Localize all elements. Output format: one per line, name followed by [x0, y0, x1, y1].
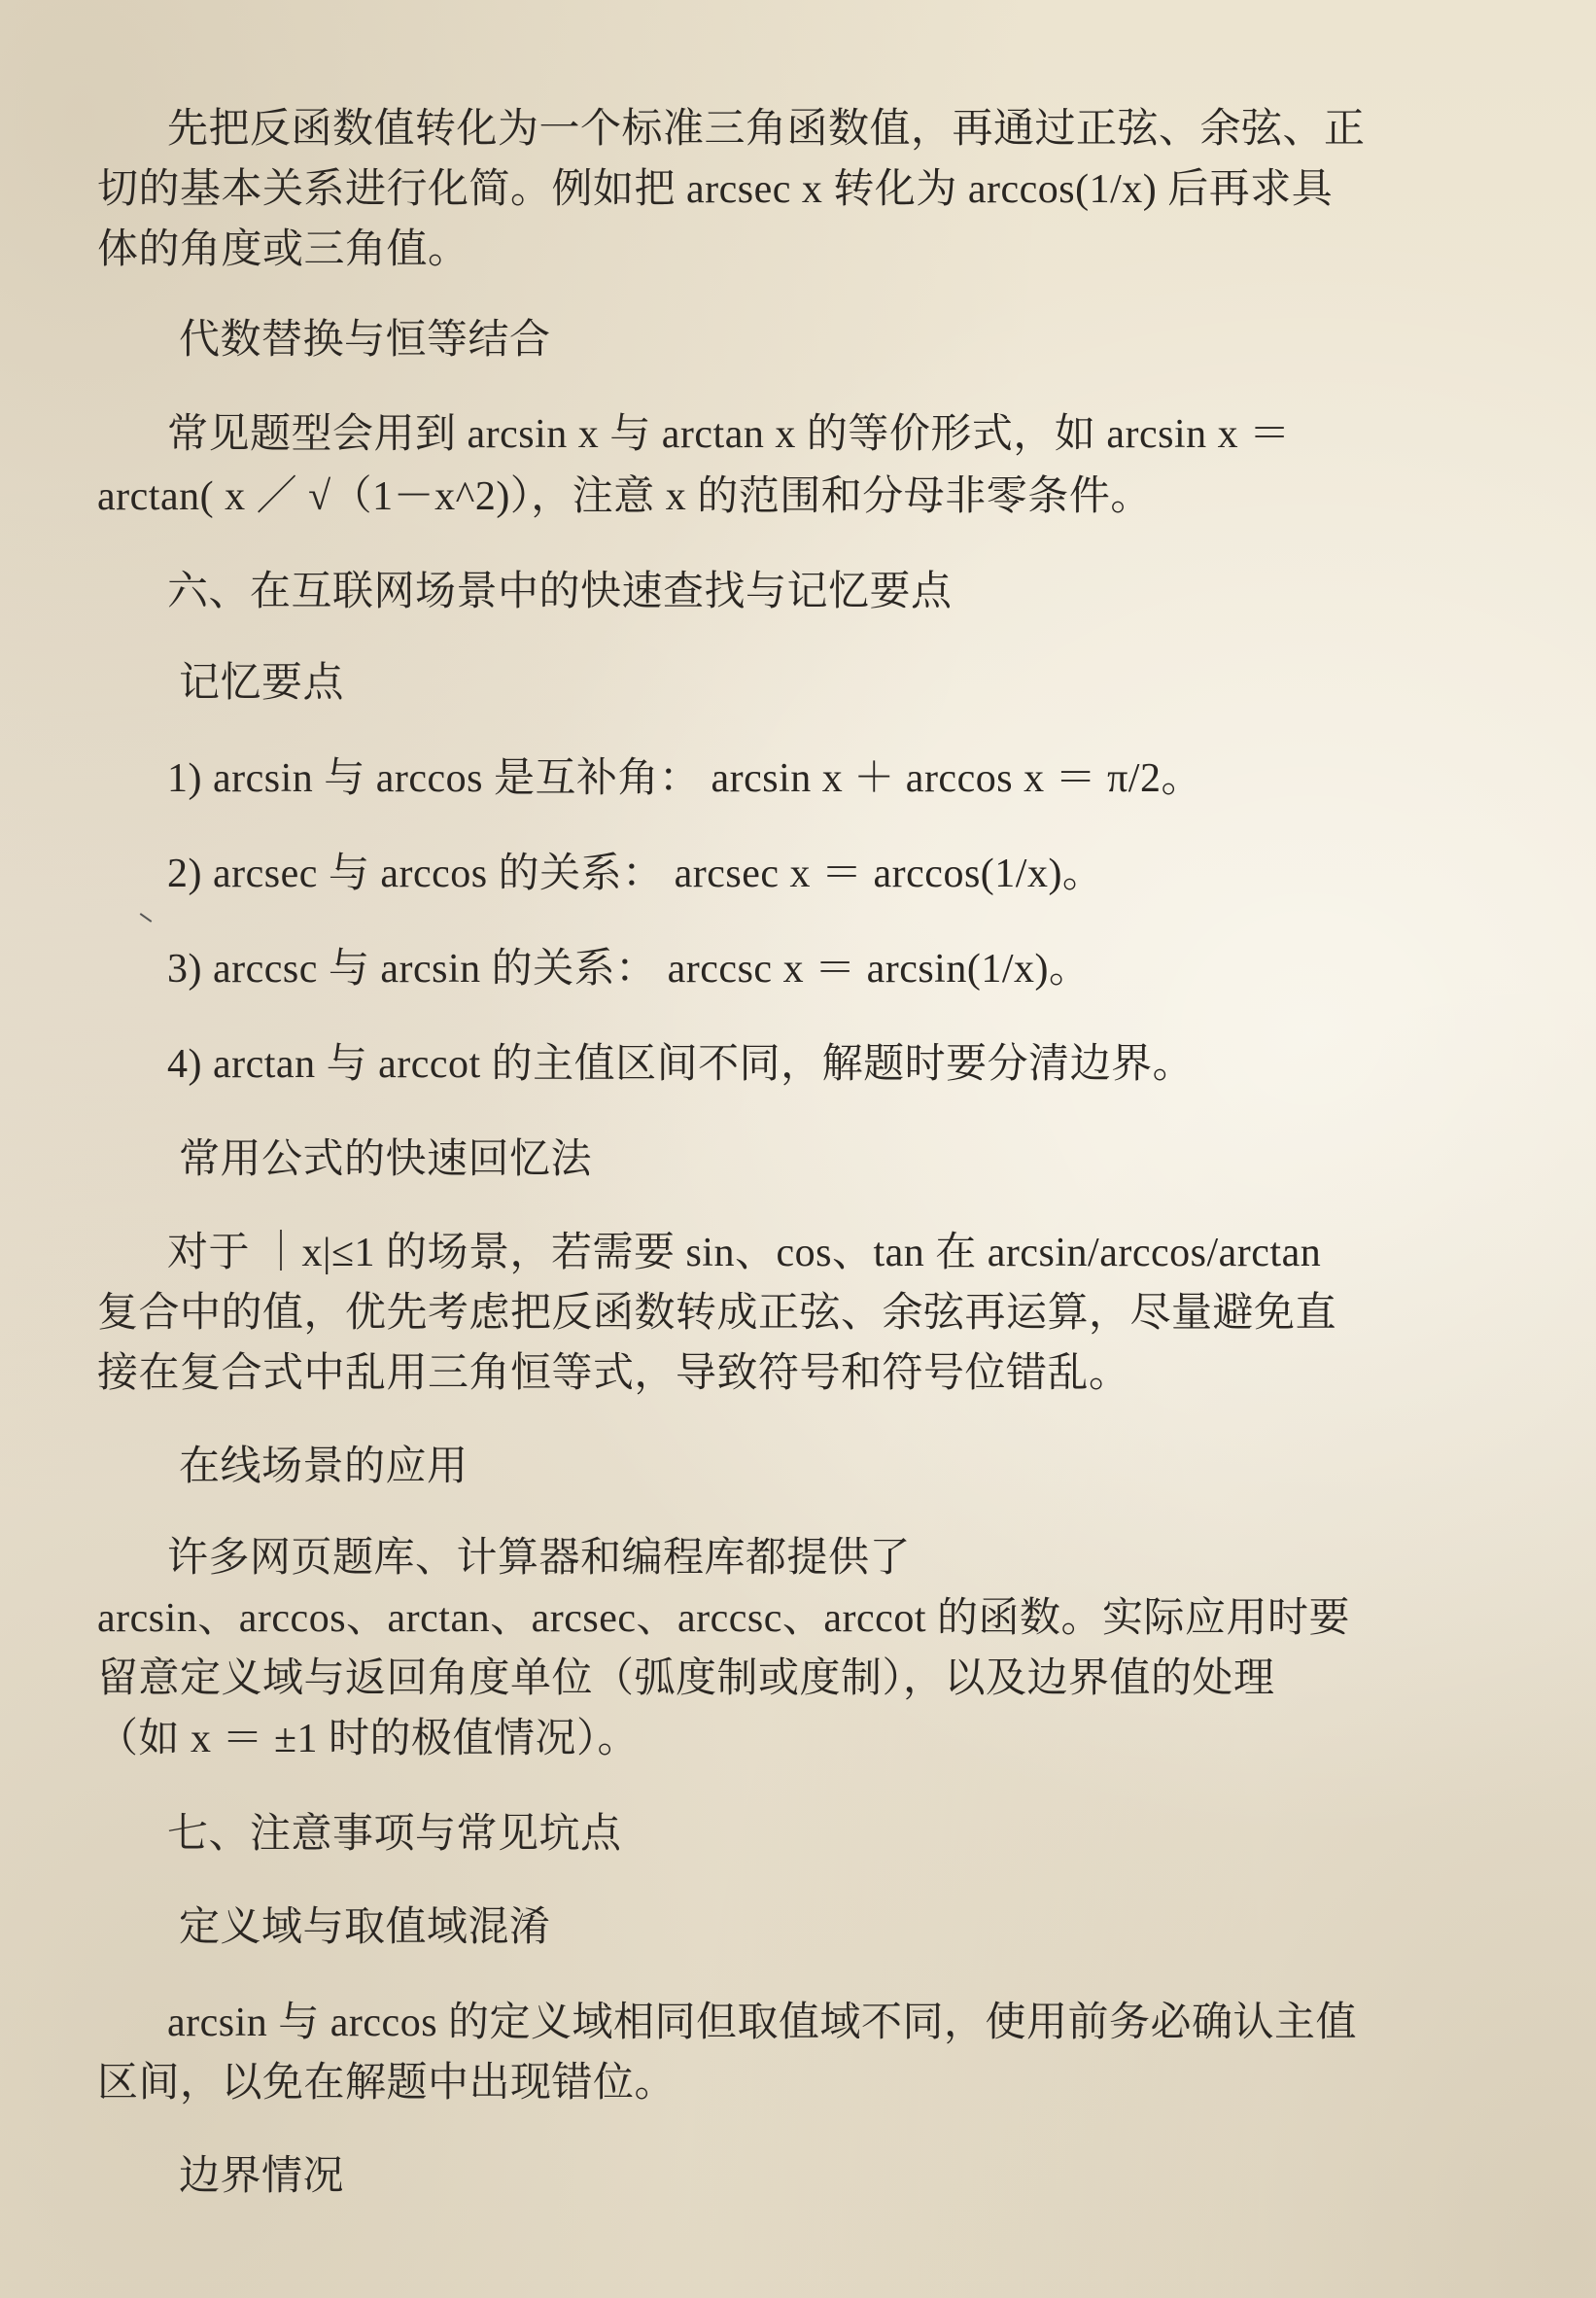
memory-item-1: 1) arcsin 与 arccos 是互补角： arcsin x ＋ arccos x ＝ π/2。	[167, 756, 1202, 801]
paragraph-line: arcsin、arccos、arctan、arcsec、arccsc、arccot 的函数。实际应用时要	[97, 1596, 1350, 1641]
section-heading-7: 七、注意事项与常见坑点	[167, 1812, 622, 1857]
paragraph-line: （如 x ＝ ±1 时的极值情况）。	[97, 1717, 640, 1761]
paragraph-line: 体的角度或三角值。	[97, 227, 469, 272]
paragraph-line: 对于 ｜x|≤1 的场景，若需要 sin、cos、tan 在 arcsin/arccos/arctan	[167, 1231, 1322, 1275]
paragraph-line: 复合中的值，优先考虑把反函数转成正弦、余弦再运算，尽量避免直	[97, 1291, 1337, 1336]
subheading-domain: 定义域与取值域混淆	[179, 1905, 551, 1950]
memory-item-2: 2) arcsec 与 arccos 的关系： arcsec x ＝ arccos(1/x)。	[167, 852, 1104, 896]
paragraph-line: 先把反函数值转化为一个标准三角函数值，再通过正弦、余弦、正	[167, 107, 1366, 152]
paragraph-line: 常见题型会用到 arcsin x 与 arctan x 的等价形式，如 arcsin x ＝	[167, 412, 1291, 457]
paragraph-line: 留意定义域与返回角度单位（弧度制或度制），以及边界值的处理	[97, 1656, 1275, 1701]
paragraph-line: arcsin 与 arccos 的定义域相同但取值域不同，使用前务必确认主值	[167, 2001, 1358, 2045]
subheading-algebra: 代数替换与恒等结合	[179, 318, 551, 363]
subheading-online: 在线场景的应用	[179, 1445, 468, 1489]
subheading-memory: 记忆要点	[179, 661, 345, 706]
paragraph-line: 许多网页题库、计算器和编程库都提供了	[167, 1536, 912, 1581]
subheading-recall: 常用公式的快速回忆法	[179, 1137, 593, 1182]
paragraph-line: 切的基本关系进行化简。例如把 arcsec x 转化为 arccos(1/x) 后再求具	[97, 167, 1334, 212]
paragraph-line: 接在复合式中乱用三角恒等式，导致符号和符号位错乱。	[97, 1351, 1130, 1396]
paragraph-line: 区间，以免在解题中出现错位。	[97, 2061, 677, 2106]
stray-ink-mark	[140, 913, 153, 923]
section-heading-6: 六、在互联网场景中的快速查找与记忆要点	[167, 570, 953, 614]
paragraph-line: arctan( x ／ √（1－x^2)），注意 x 的范围和分母非零条件。	[97, 474, 1152, 519]
memory-item-4: 4) arctan 与 arccot 的主值区间不同，解题时要分清边界。	[167, 1042, 1195, 1087]
subheading-boundary: 边界情况	[179, 2154, 345, 2199]
memory-item-3: 3) arccsc 与 arcsin 的关系： arccsc x ＝ arcsin(1/x)。	[167, 947, 1091, 992]
